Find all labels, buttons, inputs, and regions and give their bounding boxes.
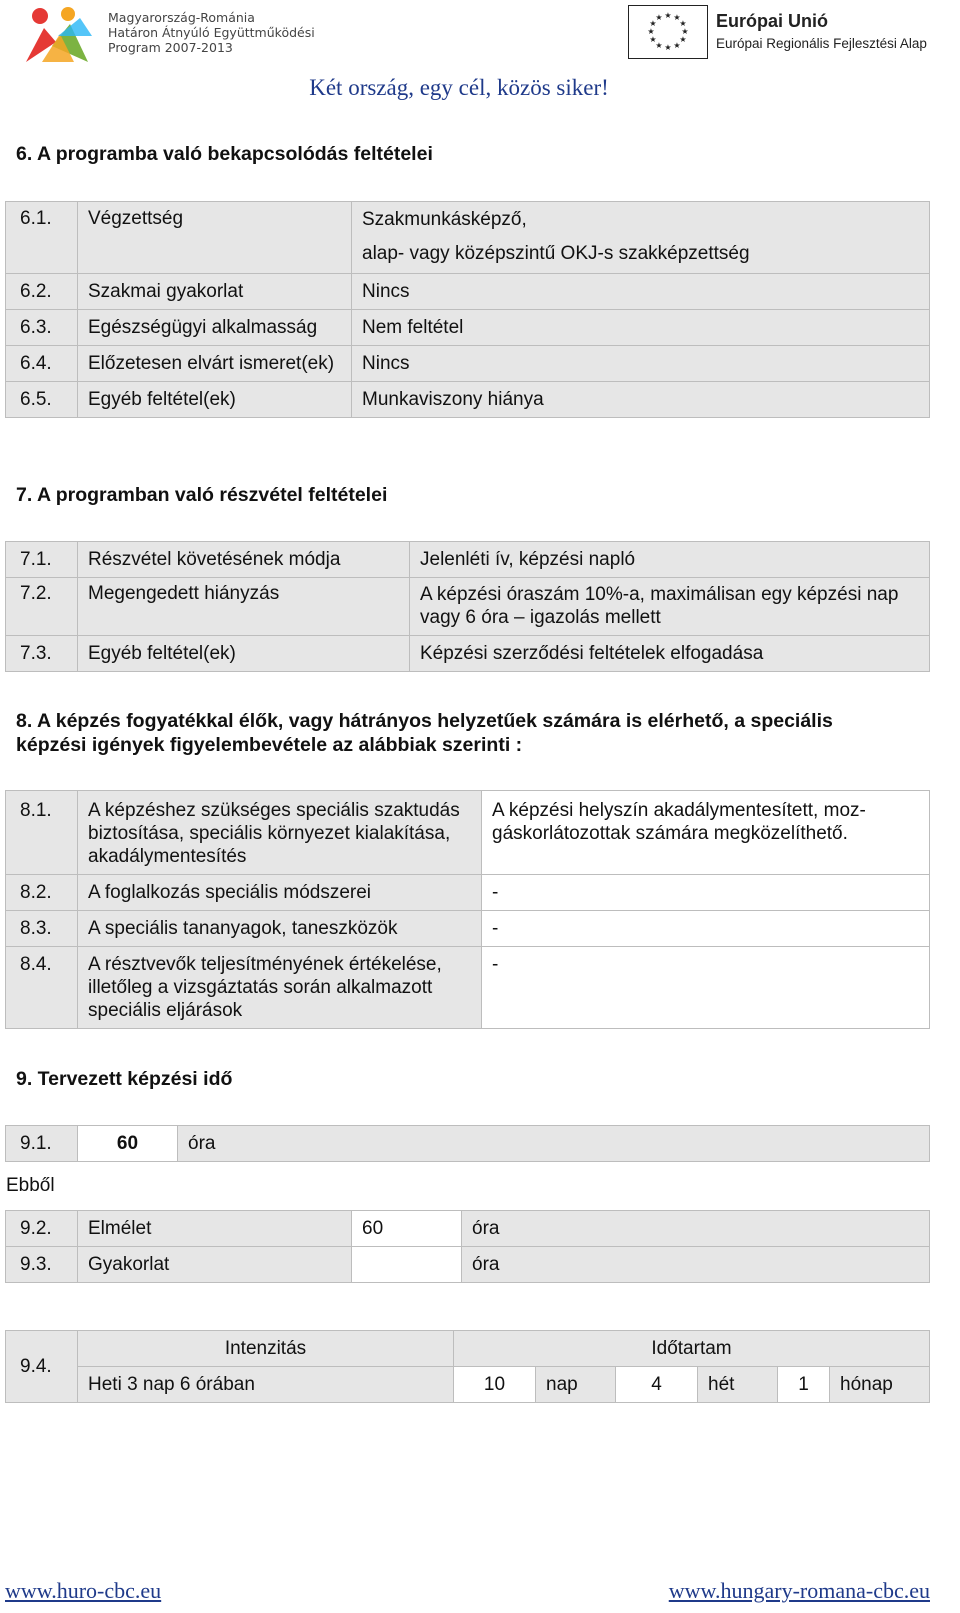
row-number: 9.2. bbox=[6, 1211, 78, 1247]
table-row bbox=[6, 578, 930, 636]
row-value: Képzési szerződési feltételek elfogadása bbox=[410, 636, 930, 672]
label-line: A résztvevők teljesítményének értékelése, bbox=[88, 954, 442, 975]
table-row bbox=[6, 791, 930, 875]
row-label: Előzetesen elvárt ismeret(ek) bbox=[78, 346, 352, 382]
row-number: 6.5. bbox=[6, 382, 78, 418]
table-row bbox=[6, 542, 930, 578]
row-number: 6.1. bbox=[6, 202, 78, 274]
section8-heading bbox=[16, 709, 833, 757]
svg-text:★: ★ bbox=[681, 27, 689, 36]
months-value: 1 bbox=[778, 1367, 830, 1403]
table-row bbox=[6, 346, 930, 382]
value-line: gáskorlátozottak számára megközelíthető. bbox=[492, 823, 848, 844]
svg-text:★: ★ bbox=[679, 35, 687, 44]
row-label bbox=[78, 791, 482, 875]
slogan: Két ország, egy cél, közös siker! bbox=[309, 75, 609, 100]
value-line-2: alap- vagy középszintű OKJ-s szakképzettség bbox=[362, 243, 750, 264]
row-value bbox=[352, 1247, 462, 1283]
total-hours-unit: óra bbox=[178, 1126, 930, 1162]
label-line: A képzéshez szükséges speciális szaktudás bbox=[88, 800, 460, 821]
section6-table bbox=[5, 201, 930, 418]
section6-heading: 6. A programba való bekapcsolódás feltételei bbox=[16, 143, 433, 165]
duration-header: Időtartam bbox=[454, 1331, 930, 1367]
row-label bbox=[78, 947, 482, 1029]
row-label: Részvétel követésének módja bbox=[78, 542, 410, 578]
row-label: A speciális tananyagok, taneszközök bbox=[78, 911, 482, 947]
months-unit: hónap bbox=[830, 1367, 930, 1403]
row-number: 6.2. bbox=[6, 274, 78, 310]
table-row bbox=[6, 911, 930, 947]
row-value bbox=[410, 578, 930, 636]
row-number: 6.4. bbox=[6, 346, 78, 382]
row-unit: óra bbox=[462, 1211, 930, 1247]
table-row bbox=[6, 1331, 930, 1367]
row-number: 7.1. bbox=[6, 542, 78, 578]
row-value bbox=[352, 202, 930, 274]
label-line: speciális eljárások bbox=[88, 1000, 243, 1021]
svg-text:★: ★ bbox=[655, 13, 663, 22]
table-row bbox=[6, 1247, 930, 1283]
row-number: 8.1. bbox=[6, 791, 78, 875]
huro-program-logo bbox=[22, 6, 94, 64]
hours-split-table bbox=[5, 1210, 930, 1283]
row-number: 7.3. bbox=[6, 636, 78, 672]
ebbol-label: Ebből bbox=[6, 1175, 55, 1196]
svg-text:★: ★ bbox=[649, 19, 657, 28]
intensity-value: Heti 3 nap 6 órában bbox=[78, 1367, 454, 1403]
huro-program-name bbox=[108, 10, 315, 55]
row-number: 9.1. bbox=[6, 1126, 78, 1162]
row-number: 8.2. bbox=[6, 875, 78, 911]
table-row bbox=[6, 636, 930, 672]
svg-text:★: ★ bbox=[673, 13, 681, 22]
value-line-1: Szakmunkásképző, bbox=[362, 209, 527, 230]
value-line-1: A képzési óraszám 10%-a, maximálisan egy képzési nap bbox=[420, 584, 899, 605]
eu-subtitle: Európai Regionális Fejlesztési Alap bbox=[716, 36, 927, 51]
footer-link-huro[interactable]: www.huro-cbc.eu bbox=[5, 1578, 162, 1603]
section7-table bbox=[5, 541, 930, 672]
days-unit: nap bbox=[536, 1367, 616, 1403]
row-value: - bbox=[482, 947, 930, 1029]
table-row bbox=[6, 1367, 930, 1403]
section7-heading: 7. A programban való részvétel feltételei bbox=[16, 484, 388, 506]
section8-table bbox=[5, 790, 930, 1029]
svg-text:★: ★ bbox=[679, 19, 687, 28]
row-number: 7.2. bbox=[6, 578, 78, 636]
table-row bbox=[6, 947, 930, 1029]
intensity-table bbox=[5, 1330, 930, 1403]
table-row bbox=[6, 1211, 930, 1247]
row-value: Munkaviszony hiánya bbox=[352, 382, 930, 418]
svg-text:★: ★ bbox=[664, 11, 672, 20]
row-label: Megengedett hiányzás bbox=[78, 578, 410, 636]
svg-text:★: ★ bbox=[664, 43, 672, 52]
total-hours-value: 60 bbox=[78, 1126, 178, 1162]
huro-line-1: Magyarország-Románia bbox=[108, 10, 255, 25]
value-line: A képzési helyszín akadálymentesített, moz- bbox=[492, 800, 866, 821]
row-number: 9.3. bbox=[6, 1247, 78, 1283]
table-row bbox=[6, 382, 930, 418]
row-number: 9.4. bbox=[6, 1331, 78, 1403]
row-value: Jelenléti ív, képzési napló bbox=[410, 542, 930, 578]
weeks-unit: hét bbox=[698, 1367, 778, 1403]
intensity-header: Intenzitás bbox=[78, 1331, 454, 1367]
days-value: 10 bbox=[454, 1367, 536, 1403]
table-row bbox=[6, 202, 930, 274]
section9-heading: 9. Tervezett képzési idő bbox=[16, 1068, 233, 1090]
row-value: 60 bbox=[352, 1211, 462, 1247]
label-line: biztosítása, speciális környezet kialakítása, bbox=[88, 823, 451, 844]
svg-text:★: ★ bbox=[673, 41, 681, 50]
row-label: Egészségügyi alkalmasság bbox=[78, 310, 352, 346]
table-row bbox=[6, 875, 930, 911]
weeks-value: 4 bbox=[616, 1367, 698, 1403]
row-number: 8.3. bbox=[6, 911, 78, 947]
row-value bbox=[482, 791, 930, 875]
huro-line-3: Program 2007-2013 bbox=[108, 40, 233, 55]
row-label: Egyéb feltétel(ek) bbox=[78, 636, 410, 672]
svg-text:★: ★ bbox=[649, 35, 657, 44]
heading-line-2: képzési igények figyelembevétele az alábbiak szerinti : bbox=[16, 734, 523, 756]
row-value: - bbox=[482, 875, 930, 911]
row-label: Végzettség bbox=[78, 202, 352, 274]
label-line: akadálymentesítés bbox=[88, 846, 247, 867]
row-value: Nincs bbox=[352, 274, 930, 310]
row-label: Elmélet bbox=[78, 1211, 352, 1247]
svg-text:★: ★ bbox=[647, 27, 655, 36]
huro-line-2: Határon Átnyúló Együttműködési bbox=[108, 25, 315, 40]
row-value: - bbox=[482, 911, 930, 947]
heading-line-1: 8. A képzés fogyatékkal élők, vagy hátrányos helyzetűek számára is elérhető, a speciális bbox=[16, 710, 833, 732]
value-line-2: vagy 6 óra – igazolás mellett bbox=[420, 607, 661, 628]
row-label: Gyakorlat bbox=[78, 1247, 352, 1283]
table-row bbox=[6, 274, 930, 310]
row-number: 6.3. bbox=[6, 310, 78, 346]
footer-link-hungary-romania[interactable]: www.hungary-romana-cbc.eu bbox=[668, 1578, 930, 1603]
eu-flag-icon bbox=[628, 5, 708, 59]
row-label: Egyéb feltétel(ek) bbox=[78, 382, 352, 418]
row-label: A foglalkozás speciális módszerei bbox=[78, 875, 482, 911]
svg-text:★: ★ bbox=[655, 41, 663, 50]
eu-title: Európai Unió bbox=[716, 11, 828, 31]
label-line: illetőleg a vizsgáztatás során alkalmazott bbox=[88, 977, 433, 998]
table-row bbox=[6, 310, 930, 346]
row-unit: óra bbox=[462, 1247, 930, 1283]
table-row bbox=[6, 1126, 930, 1162]
row-number: 8.4. bbox=[6, 947, 78, 1029]
total-hours-table bbox=[5, 1125, 930, 1162]
row-label: Szakmai gyakorlat bbox=[78, 274, 352, 310]
row-value: Nem feltétel bbox=[352, 310, 930, 346]
row-value: Nincs bbox=[352, 346, 930, 382]
